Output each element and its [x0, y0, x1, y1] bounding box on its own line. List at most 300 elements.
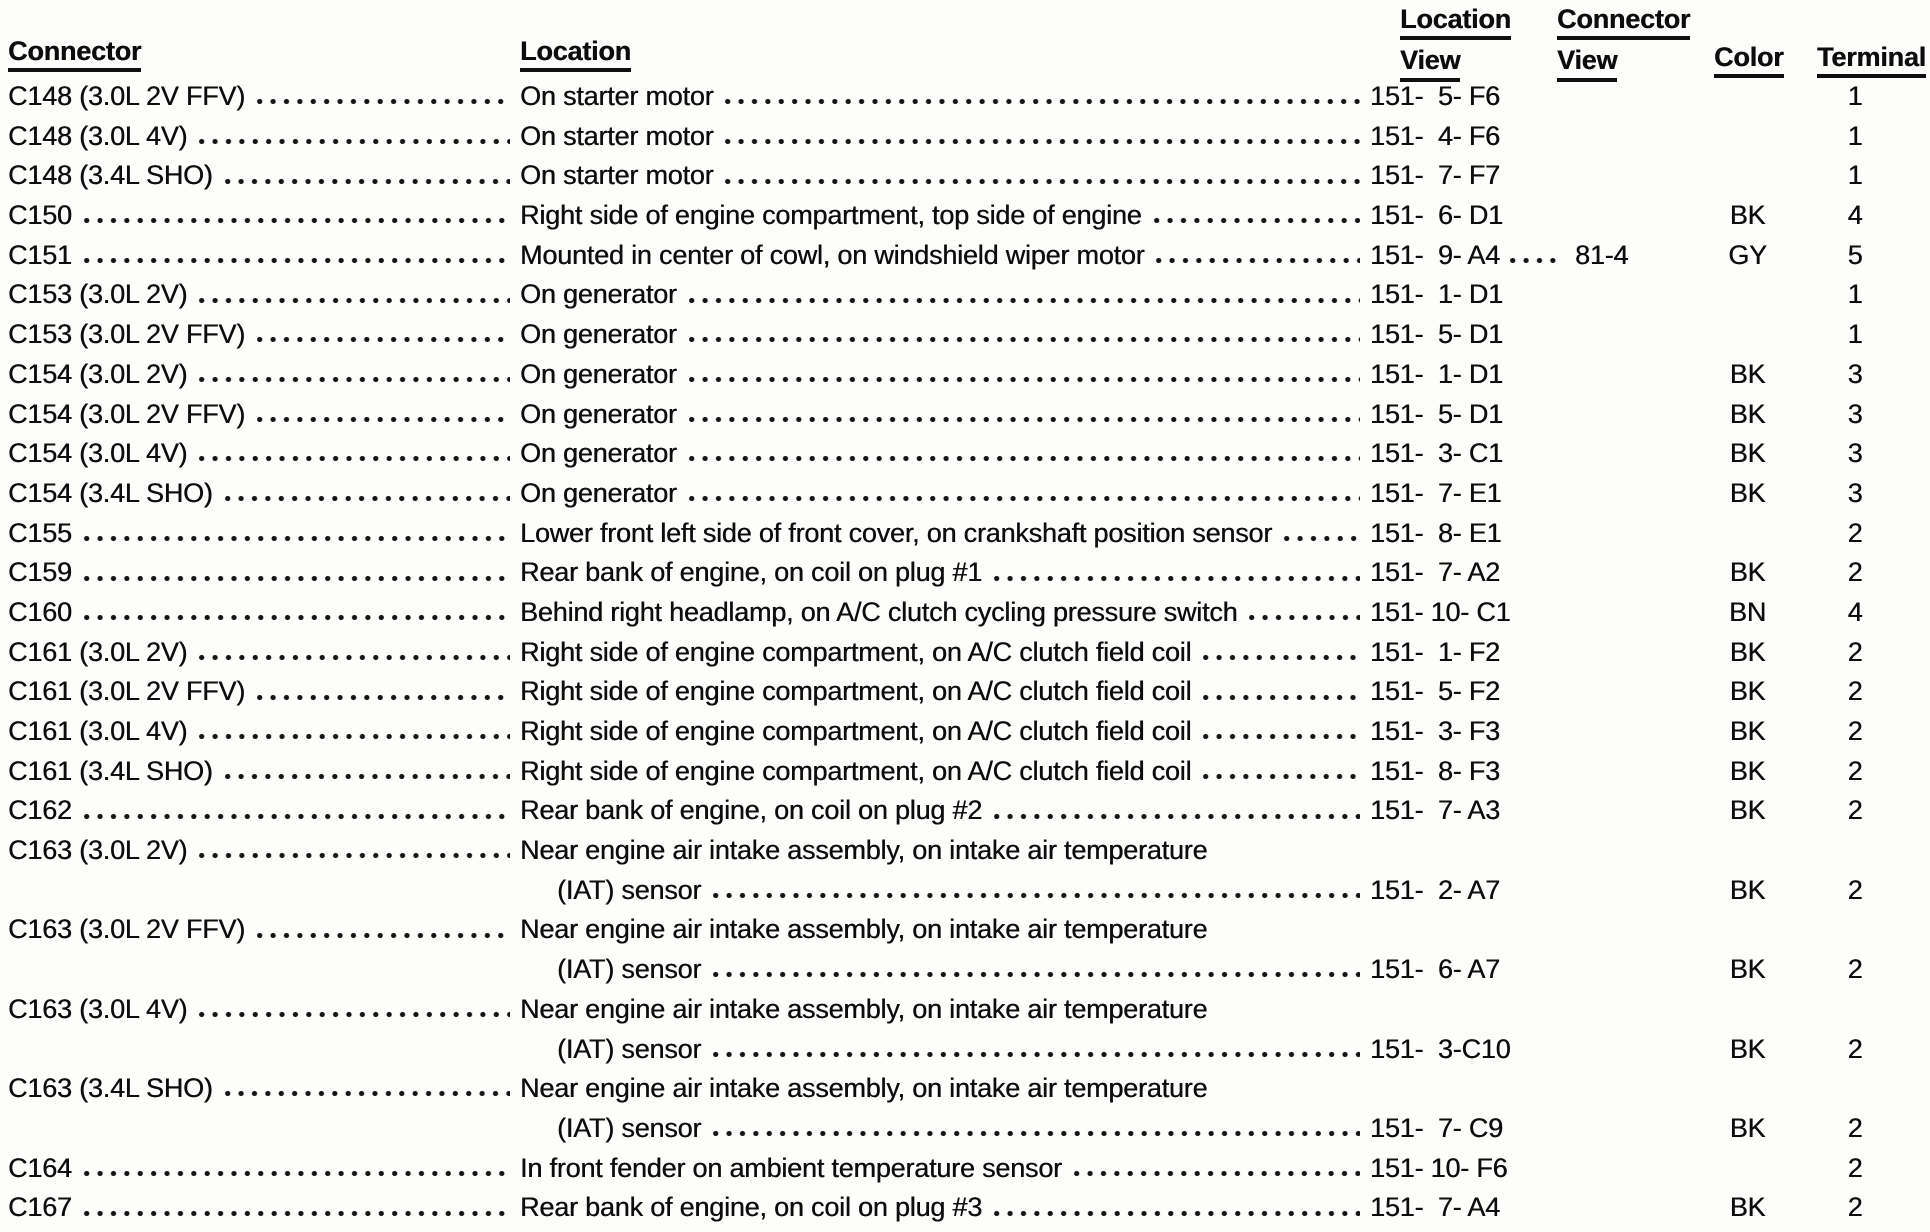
connector-cell — [0, 990, 520, 1030]
location-cell — [520, 315, 1370, 355]
location-value: On starter motor — [520, 160, 714, 191]
location-view-value: 151- 8- F3 — [1370, 755, 1500, 786]
dot-leader — [1199, 633, 1360, 673]
connector-view-cell — [1560, 156, 1700, 196]
dot-leader — [195, 275, 510, 315]
color-cell — [1700, 950, 1795, 990]
terminal-cell — [1795, 156, 1915, 196]
location-view-value: 151- 6- D1 — [1370, 200, 1503, 231]
dot-leader — [1199, 712, 1360, 752]
terminal-cell — [1795, 1149, 1915, 1189]
dot-leader — [80, 196, 510, 236]
location-view-value: 151- 5- D1 — [1370, 319, 1503, 350]
connector-value: C154 (3.0L 2V FFV) — [8, 398, 246, 429]
connector-view-cell — [1560, 950, 1700, 990]
dot-leader — [195, 712, 510, 752]
dot-leader — [685, 474, 1360, 514]
dot-leader — [1245, 593, 1360, 633]
location-view-cell — [1370, 156, 1560, 196]
dot-leader — [195, 633, 510, 673]
terminal-cell — [1795, 514, 1915, 554]
terminal-cell — [1795, 871, 1915, 911]
table-row — [0, 1149, 1930, 1189]
dot-leader — [80, 553, 510, 593]
location-cell — [520, 1069, 1370, 1109]
color-cell — [1700, 355, 1795, 395]
connector-value: C161 (3.0L 4V) — [8, 716, 188, 746]
location-view-cell — [1370, 950, 1560, 990]
connector-cell — [0, 910, 520, 950]
connector-value: C151 — [8, 239, 72, 270]
connector-value: C164 — [8, 1152, 72, 1183]
connector-cell — [0, 156, 520, 196]
table-row-line — [0, 275, 1930, 315]
location-view-cell — [1370, 1030, 1560, 1070]
location-cell — [520, 1149, 1370, 1189]
location-cell — [520, 117, 1370, 157]
connector-cell — [0, 871, 520, 911]
connector-value: C153 (3.0L 2V) — [8, 279, 188, 310]
terminal-cell — [1795, 275, 1915, 315]
table-row — [0, 1069, 1930, 1148]
location-cell — [520, 990, 1370, 1030]
location-view-cell — [1370, 1188, 1560, 1228]
connector-cell — [0, 1030, 520, 1070]
location-view-cell — [1370, 236, 1560, 276]
terminal-cell — [1795, 434, 1915, 474]
location-value: Rear bank of engine, on coil on plug #1 — [520, 557, 983, 588]
terminal-value: 2 — [1847, 874, 1863, 905]
location-cell — [520, 910, 1370, 950]
color-value: BK — [1729, 636, 1766, 667]
terminal-cell — [1795, 196, 1915, 236]
color-value: BK — [1729, 1112, 1766, 1143]
table-row-line — [0, 1030, 1930, 1070]
table-row-line — [0, 1188, 1930, 1228]
connector-view-cell — [1560, 752, 1700, 792]
location-view-value: 151- 1- D1 — [1370, 279, 1503, 310]
dot-leader — [195, 831, 510, 871]
location-cell — [520, 871, 1370, 911]
table-row — [0, 990, 1930, 1069]
table-row-line — [0, 156, 1930, 196]
connector-cell — [0, 434, 520, 474]
connector-cell — [0, 355, 520, 395]
location-value: Near engine air intake assembly, on intake air temperature — [520, 835, 1208, 866]
connector-cell — [0, 831, 520, 871]
table-row — [0, 831, 1930, 910]
connector-view-cell — [1560, 1109, 1700, 1149]
table-row — [0, 593, 1930, 633]
connector-view-cell — [1560, 434, 1700, 474]
location-view-cell — [1370, 1109, 1560, 1149]
table-row — [0, 156, 1930, 196]
table-row-line — [0, 910, 1930, 950]
table-row — [0, 791, 1930, 831]
header-location-view-line1: Location — [1400, 5, 1511, 40]
terminal-value: 1 — [1847, 81, 1863, 111]
connector-cell — [0, 593, 520, 633]
color-cell — [1700, 791, 1795, 831]
dot-leader — [80, 236, 510, 276]
location-value: On generator — [520, 477, 677, 508]
terminal-value: 1 — [1847, 160, 1863, 191]
location-view-value: 151- 8- E1 — [1370, 517, 1502, 548]
location-value: Mounted in center of cowl, on windshield wiper motor — [520, 239, 1145, 270]
terminal-value: 1 — [1847, 120, 1863, 151]
connector-cell — [0, 1149, 520, 1189]
table-row-line — [0, 950, 1930, 990]
color-cell — [1700, 196, 1795, 236]
location-cell — [520, 672, 1370, 712]
location-value: Behind right headlamp, on A/C clutch cycling pressure switch — [520, 596, 1238, 627]
dot-leader — [709, 871, 1360, 911]
terminal-value: 2 — [1847, 557, 1863, 588]
dot-leader — [709, 1030, 1360, 1070]
dot-leader — [195, 990, 510, 1030]
location-cell — [520, 474, 1370, 514]
location-value: (IAT) sensor — [557, 954, 702, 985]
color-cell — [1700, 117, 1795, 157]
location-view-cell — [1370, 593, 1560, 633]
dot-leader — [1199, 672, 1360, 712]
dot-leader — [1199, 752, 1360, 792]
terminal-cell — [1795, 633, 1915, 673]
color-cell — [1700, 156, 1795, 196]
location-view-value: 151- 10- F6 — [1370, 1152, 1508, 1183]
location-view-value: 151- 7- C9 — [1370, 1112, 1503, 1143]
connector-value: C160 — [8, 596, 72, 627]
dot-leader — [685, 395, 1360, 435]
dot-leader — [1506, 236, 1556, 276]
color-value: BK — [1729, 755, 1766, 786]
location-view-cell — [1370, 553, 1560, 593]
terminal-cell — [1795, 712, 1915, 752]
connector-value: C162 — [8, 795, 72, 826]
connector-cell — [0, 1188, 520, 1228]
location-value: Right side of engine compartment, on A/C clutch field coil — [520, 676, 1192, 707]
connector-value: C163 (3.0L 4V) — [8, 993, 188, 1024]
location-view-value: 151- 7- A3 — [1370, 795, 1500, 826]
terminal-value: 5 — [1847, 239, 1863, 270]
location-view-value: 151- 3-C10 — [1370, 1033, 1511, 1064]
terminal-cell — [1795, 355, 1915, 395]
table-row — [0, 752, 1930, 792]
header-connector-view-line2: View — [1557, 46, 1617, 81]
location-cell — [520, 1030, 1370, 1070]
terminal-cell — [1795, 553, 1915, 593]
connector-view-cell — [1560, 395, 1700, 435]
location-value: On generator — [520, 279, 677, 310]
dot-leader — [990, 1188, 1360, 1228]
terminal-cell — [1795, 593, 1915, 633]
location-value: (IAT) sensor — [557, 1112, 702, 1143]
terminal-cell — [1795, 395, 1915, 435]
connector-view-cell — [1560, 315, 1700, 355]
header-connector — [8, 36, 141, 72]
location-view-value: 151- 5- F2 — [1370, 676, 1500, 707]
terminal-value: 2 — [1847, 716, 1863, 746]
dot-leader — [721, 77, 1360, 117]
connector-view-cell — [1560, 1149, 1700, 1189]
dot-leader — [221, 752, 510, 792]
location-view-cell — [1370, 514, 1560, 554]
location-view-value: 151- 3- C1 — [1370, 438, 1503, 469]
connector-cell — [0, 752, 520, 792]
connector-view-cell — [1560, 633, 1700, 673]
color-cell — [1700, 553, 1795, 593]
connector-value: C148 (3.4L SHO) — [8, 160, 213, 191]
table-row — [0, 315, 1930, 355]
table-row-line — [0, 831, 1930, 871]
location-view-value: 151- 5- F6 — [1370, 81, 1500, 111]
terminal-value: 2 — [1847, 636, 1863, 667]
location-view-cell — [1370, 117, 1560, 157]
color-cell — [1700, 77, 1795, 117]
terminal-cell — [1795, 1188, 1915, 1228]
color-cell — [1700, 1188, 1795, 1228]
table-row-line — [0, 633, 1930, 673]
table-row — [0, 712, 1930, 752]
location-cell — [520, 77, 1370, 117]
table-row — [0, 474, 1930, 514]
table-row-line — [0, 1069, 1930, 1109]
location-view-cell — [1370, 434, 1560, 474]
color-cell — [1700, 275, 1795, 315]
table-row — [0, 275, 1930, 315]
header-terminal — [1817, 42, 1926, 78]
table-row — [0, 395, 1930, 435]
color-cell — [1700, 712, 1795, 752]
location-view-cell — [1370, 77, 1560, 117]
connector-value: C154 (3.4L SHO) — [8, 477, 213, 508]
color-cell — [1700, 474, 1795, 514]
location-view-value: 151- 1- F2 — [1370, 636, 1500, 667]
color-value: BK — [1729, 874, 1766, 905]
location-view-value: 151- 4- F6 — [1370, 120, 1500, 151]
terminal-cell — [1795, 950, 1915, 990]
table-row-line — [0, 1149, 1930, 1189]
location-view-cell — [1370, 1149, 1560, 1189]
location-value: On starter motor — [520, 120, 714, 151]
header-connector-view — [1557, 4, 1690, 87]
color-cell — [1700, 236, 1795, 276]
location-value: In front fender on ambient temperature sensor — [520, 1152, 1062, 1183]
color-cell — [1700, 315, 1795, 355]
location-cell — [520, 553, 1370, 593]
location-view-cell — [1370, 871, 1560, 911]
dot-leader — [990, 553, 1360, 593]
location-cell — [520, 355, 1370, 395]
location-value: (IAT) sensor — [557, 874, 702, 905]
connector-value: C153 (3.0L 2V FFV) — [8, 319, 246, 350]
terminal-value: 2 — [1847, 517, 1863, 548]
location-view-value: 151- 6- A7 — [1370, 954, 1500, 985]
connector-view-cell — [1560, 672, 1700, 712]
connector-view-cell — [1560, 474, 1700, 514]
location-value: (IAT) sensor — [557, 1033, 702, 1064]
terminal-cell — [1795, 1109, 1915, 1149]
color-cell — [1700, 593, 1795, 633]
terminal-cell — [1795, 672, 1915, 712]
terminal-cell — [1795, 752, 1915, 792]
dot-leader — [253, 77, 510, 117]
connector-view-cell — [1560, 791, 1700, 831]
connector-cell — [0, 315, 520, 355]
table-row — [0, 672, 1930, 712]
location-value: On generator — [520, 398, 677, 429]
color-cell — [1700, 1149, 1795, 1189]
connector-view-cell — [1560, 355, 1700, 395]
location-cell — [520, 950, 1370, 990]
location-cell — [520, 791, 1370, 831]
color-cell — [1700, 434, 1795, 474]
header-connector-label: Connector — [8, 37, 141, 72]
color-cell — [1700, 395, 1795, 435]
location-view-value: 151- 7- A4 — [1370, 1192, 1500, 1223]
terminal-value: 4 — [1847, 200, 1863, 231]
connector-view-cell — [1560, 1030, 1700, 1070]
connector-cell — [0, 712, 520, 752]
connector-cell — [0, 474, 520, 514]
connector-cell — [0, 791, 520, 831]
terminal-value: 1 — [1847, 279, 1863, 310]
location-value: Right side of engine compartment, on A/C clutch field coil — [520, 636, 1192, 667]
location-view-value: 151- 9- A4 — [1370, 239, 1500, 270]
location-view-cell — [1370, 315, 1560, 355]
location-cell — [520, 395, 1370, 435]
dot-leader — [685, 275, 1360, 315]
location-cell — [520, 156, 1370, 196]
table-row-line — [0, 196, 1930, 236]
dot-leader — [221, 156, 510, 196]
table-row — [0, 910, 1930, 989]
color-value: BK — [1729, 477, 1766, 508]
dot-leader — [709, 950, 1360, 990]
table-row-line — [0, 1109, 1930, 1149]
location-view-value: 151- 7- A2 — [1370, 557, 1500, 588]
connector-value: C161 (3.4L SHO) — [8, 755, 213, 786]
terminal-cell — [1795, 1030, 1915, 1070]
dot-leader — [253, 395, 510, 435]
location-value: On generator — [520, 438, 677, 469]
table-body — [0, 77, 1930, 1228]
location-value: Near engine air intake assembly, on intake air temperature — [520, 914, 1208, 945]
location-view-cell — [1370, 474, 1560, 514]
location-cell — [520, 196, 1370, 236]
connector-cell — [0, 117, 520, 157]
location-view-cell — [1370, 672, 1560, 712]
dot-leader — [195, 355, 510, 395]
dot-leader — [721, 156, 1360, 196]
location-value: Rear bank of engine, on coil on plug #3 — [520, 1192, 983, 1223]
table-row-line — [0, 434, 1930, 474]
table-row-line — [0, 791, 1930, 831]
dot-leader — [709, 1109, 1360, 1149]
location-cell — [520, 1188, 1370, 1228]
connector-view-cell — [1560, 871, 1700, 911]
header-connector-view-line1: Connector — [1557, 5, 1690, 40]
table-row-line — [0, 990, 1930, 1030]
color-cell — [1700, 514, 1795, 554]
color-value: BK — [1729, 676, 1766, 707]
dot-leader — [685, 355, 1360, 395]
location-view-cell — [1370, 275, 1560, 315]
table-row-line — [0, 355, 1930, 395]
header-color-label: Color — [1714, 43, 1784, 78]
connector-cell — [0, 236, 520, 276]
table-row — [0, 117, 1930, 157]
dot-leader — [1070, 1149, 1360, 1189]
location-value: Right side of engine compartment, on A/C clutch field coil — [520, 716, 1192, 746]
location-view-value: 151- 10- C1 — [1370, 596, 1511, 627]
header-location-view-line2: View — [1400, 46, 1460, 81]
connector-value: C161 (3.0L 2V) — [8, 636, 188, 667]
connector-view-cell — [1560, 236, 1700, 276]
terminal-cell — [1795, 791, 1915, 831]
table-row — [0, 1188, 1930, 1228]
connector-value: C163 (3.0L 2V) — [8, 835, 188, 866]
dot-leader — [221, 474, 510, 514]
color-value: BK — [1729, 358, 1766, 389]
color-value: BK — [1729, 398, 1766, 429]
dot-leader — [1150, 196, 1361, 236]
location-view-value: 151- 2- A7 — [1370, 874, 1500, 905]
table-row-line — [0, 712, 1930, 752]
dot-leader — [253, 910, 510, 950]
connector-view-cell — [1560, 196, 1700, 236]
location-cell — [520, 236, 1370, 276]
terminal-cell — [1795, 315, 1915, 355]
header-location — [520, 36, 631, 72]
connector-value: C163 (3.4L SHO) — [8, 1073, 213, 1104]
terminal-value: 2 — [1847, 954, 1863, 985]
terminal-cell — [1795, 474, 1915, 514]
connector-value: C155 — [8, 517, 72, 548]
location-view-value: 151- 7- E1 — [1370, 477, 1502, 508]
location-cell — [520, 593, 1370, 633]
connector-value: C154 (3.0L 2V) — [8, 358, 188, 389]
connector-cell — [0, 514, 520, 554]
location-value: Rear bank of engine, on coil on plug #2 — [520, 795, 983, 826]
connector-cell — [0, 77, 520, 117]
connector-view-cell — [1560, 712, 1700, 752]
connector-view-cell — [1560, 514, 1700, 554]
dot-leader — [195, 117, 510, 157]
header-terminal-label: Terminal — [1817, 43, 1926, 78]
table-row-line — [0, 871, 1930, 911]
color-value: BN — [1728, 596, 1767, 627]
connector-value: C154 (3.0L 4V) — [8, 438, 188, 469]
terminal-value: 2 — [1847, 755, 1863, 786]
terminal-value: 1 — [1847, 319, 1863, 350]
connector-cell — [0, 1069, 520, 1109]
location-value: On generator — [520, 358, 677, 389]
terminal-value: 2 — [1847, 1152, 1863, 1183]
color-cell — [1700, 752, 1795, 792]
location-value: On starter motor — [520, 81, 714, 111]
connector-view-value: 81-4 — [1575, 239, 1629, 270]
connector-cell — [0, 633, 520, 673]
table-row-line — [0, 752, 1930, 792]
color-cell — [1700, 871, 1795, 911]
connector-view-cell — [1560, 593, 1700, 633]
connector-value: C167 — [8, 1192, 72, 1223]
table-row-line — [0, 514, 1930, 554]
location-cell — [520, 1109, 1370, 1149]
color-value: BK — [1729, 795, 1766, 826]
location-view-value: 151- 7- F7 — [1370, 160, 1500, 191]
